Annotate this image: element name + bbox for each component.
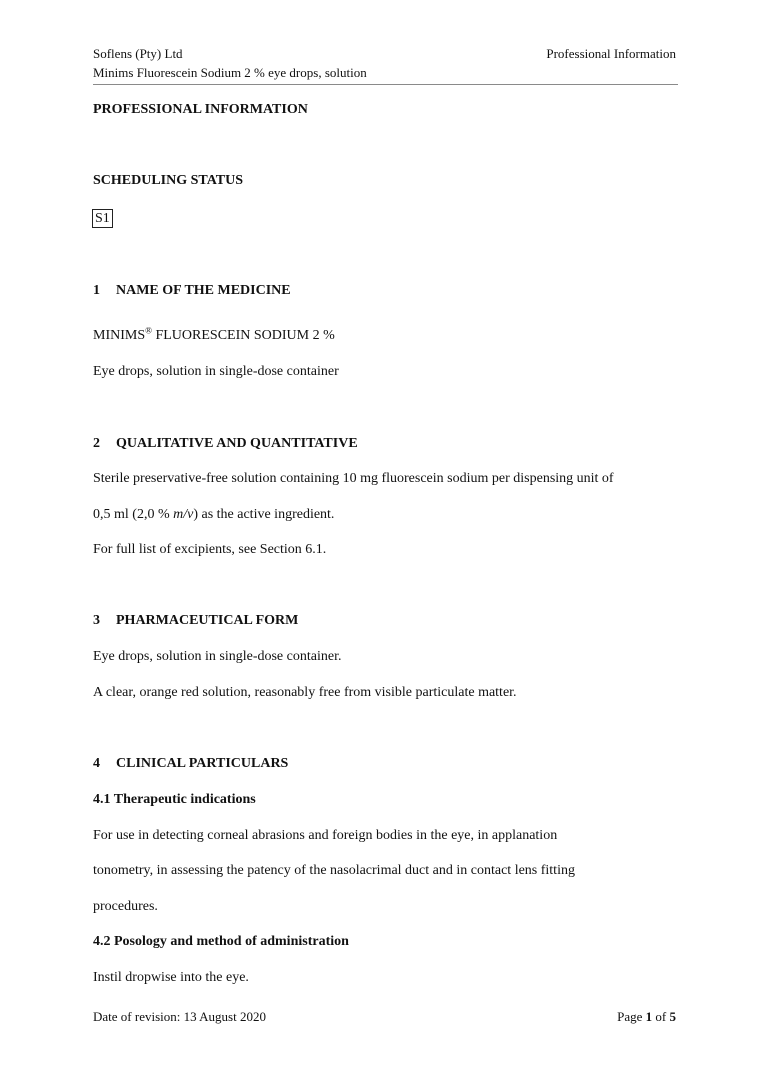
section-3-number: 3 bbox=[93, 613, 100, 628]
scheduling-value: S1 bbox=[92, 209, 113, 228]
page-of: of bbox=[652, 1009, 670, 1024]
section-4-title: CLINICAL PARTICULARS bbox=[116, 756, 289, 771]
section-2-line-1: Sterile preservative-free solution containing 10 mg fluorescein sodium per dispensing unit of bbox=[93, 471, 614, 486]
section-2-number: 2 bbox=[93, 436, 100, 451]
scheduling-heading: SCHEDULING STATUS bbox=[93, 173, 244, 188]
section-1-heading bbox=[93, 283, 291, 299]
medicine-form: Eye drops, solution in single-dose container bbox=[93, 364, 339, 379]
registered-mark: ® bbox=[145, 325, 152, 336]
section-2-line-2 bbox=[93, 507, 334, 523]
subsection-4-1-line-1: For use in detecting corneal abrasions and foreign bodies in the eye, in applanation bbox=[93, 828, 558, 843]
section-3-line-2: A clear, orange red solution, reasonably free from visible particulate matter. bbox=[93, 685, 517, 700]
section-2-line-2-italic: m/v bbox=[173, 507, 194, 522]
medicine-name bbox=[93, 325, 335, 344]
section-1-title: NAME OF THE MEDICINE bbox=[116, 283, 291, 298]
subsection-4-2-title: 4.2 Posology and method of administration bbox=[93, 934, 349, 949]
section-3-line-1: Eye drops, solution in single-dose container. bbox=[93, 649, 342, 664]
subsection-4-1-line-2: tonometry, in assessing the patency of the nasolacrimal duct and in contact lens fitting bbox=[93, 863, 575, 878]
page-number bbox=[617, 1009, 676, 1025]
section-2-heading bbox=[93, 436, 358, 452]
medicine-brand: MINIMS bbox=[93, 328, 146, 343]
section-2-line-3: For full list of excipients, see Section 6.1. bbox=[93, 542, 327, 557]
subsection-4-1-line-3: procedures. bbox=[93, 899, 158, 914]
section-4-heading bbox=[93, 756, 288, 772]
page-current: 1 bbox=[645, 1009, 653, 1024]
header-section-label: Professional Information bbox=[546, 46, 676, 61]
header-product: Minims Fluorescein Sodium 2 % eye drops, solution bbox=[93, 65, 367, 80]
section-3-heading bbox=[93, 613, 298, 629]
section-2-title: QUALITATIVE AND QUANTITATIVE bbox=[116, 436, 358, 451]
section-3-title: PHARMACEUTICAL FORM bbox=[116, 613, 299, 628]
document-title: PROFESSIONAL INFORMATION bbox=[93, 102, 308, 117]
section-4-number: 4 bbox=[93, 756, 100, 771]
subsection-4-2-line-1: Instil dropwise into the eye. bbox=[93, 970, 249, 985]
page-prefix: Page bbox=[617, 1009, 646, 1024]
revision-date: Date of revision: 13 August 2020 bbox=[93, 1009, 266, 1024]
section-1-number: 1 bbox=[93, 283, 100, 298]
section-2-line-2-b: ) as the active ingredient. bbox=[193, 507, 335, 522]
header-rule bbox=[93, 84, 678, 85]
scheduling-status-badge bbox=[92, 209, 113, 228]
page-total: 5 bbox=[669, 1009, 676, 1024]
subsection-4-1-title: 4.1 Therapeutic indications bbox=[93, 792, 256, 807]
header-company: Soflens (Pty) Ltd bbox=[93, 46, 183, 61]
section-2-line-2-a: 0,5 ml (2,0 % bbox=[93, 507, 174, 522]
medicine-name-rest: FLUORESCEIN SODIUM 2 % bbox=[151, 328, 335, 343]
